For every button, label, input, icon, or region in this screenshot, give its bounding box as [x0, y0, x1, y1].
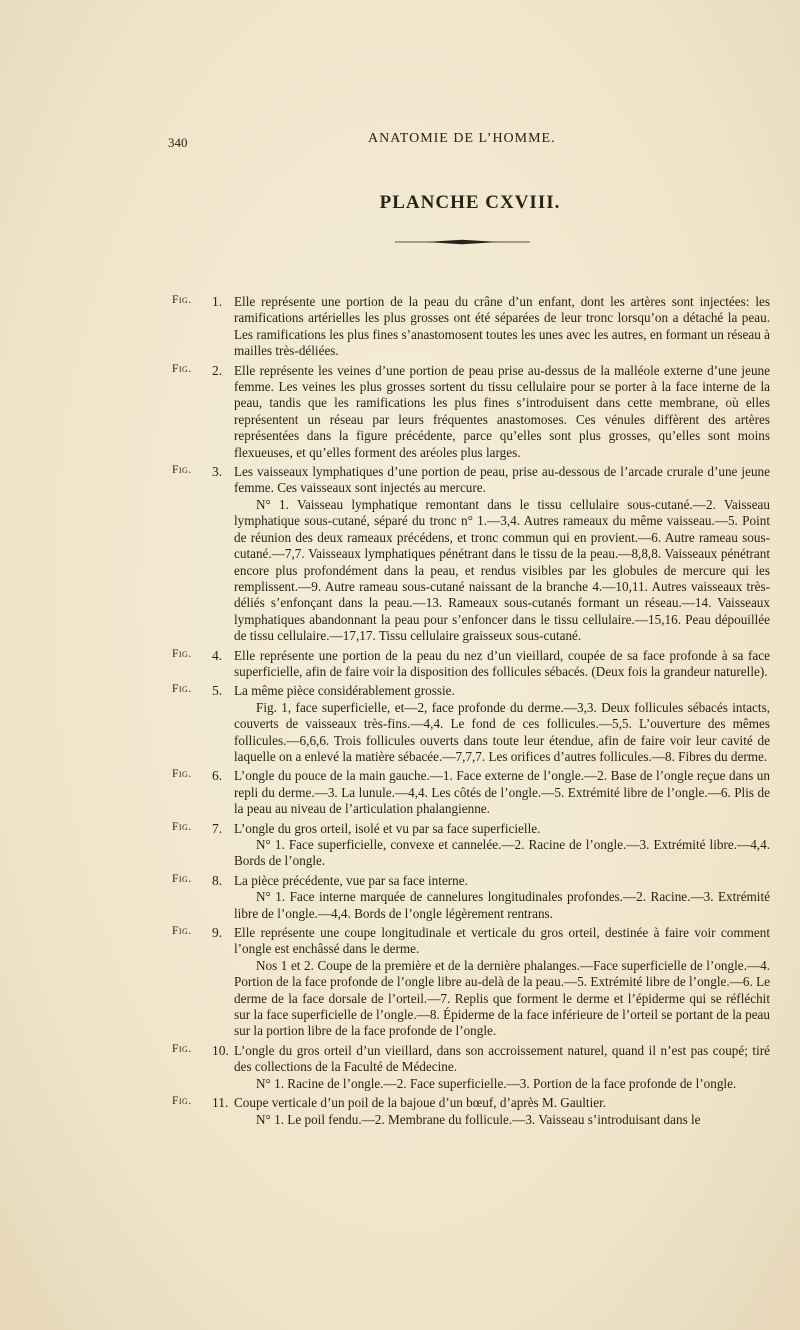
- figure-entry: [172, 925, 770, 1040]
- figure-label: Fig.: [172, 768, 192, 781]
- figure-key: Fig. 1, face superficielle, et—2, face profonde du derme.—3,3. Deux follicules sébacés intacts, couverts de vaisseaux très-fins.—4,4. Le fond de ces follicules.—5,5. L’ouverture des mêmes follicules.—6,6,6. Trois follicules ouverts dans toute leur étendue, afin de faire voir leur cavité de laquelle on a enlevé la matière sébacée.—7,7,7. Les orifices d’autres follicules.—8. Fibres du derme.: [234, 699, 770, 764]
- figure-caption: La pièce précédente, vue par sa face interne.: [234, 872, 468, 888]
- figure-entry: [172, 294, 770, 360]
- page-header: [168, 131, 760, 151]
- figure-label: Fig.: [172, 925, 192, 938]
- figure-number: 5.: [212, 683, 223, 699]
- figure-key: N° 1. Face interne marquée de cannelures longitudinales profondes.—2. Racine.—3. Extrémité libre de l’ongle.—4,4. Bords de l’ongle légèrement rentrans.: [234, 889, 770, 921]
- figure-description: [234, 683, 770, 765]
- figure-number: 3.: [212, 464, 223, 480]
- figure-key: N° 1. Racine de l’ongle.—2. Face superficielle.—3. Portion de la face profonde de l’ongle.: [256, 1075, 737, 1091]
- figure-legend-list: [172, 294, 770, 1131]
- figure-number: 1.: [212, 294, 223, 309]
- figure-number: 4.: [212, 647, 223, 663]
- figure-entry: [172, 873, 770, 922]
- figure-caption: L’ongle du gros orteil, isolé et vu par sa face superficielle.: [234, 820, 541, 836]
- running-head: ANATOMIE DE L’HOMME.: [368, 131, 556, 146]
- figure-description: [234, 768, 770, 817]
- figure-description: [234, 821, 770, 870]
- plate-title: PLANCHE CXVIII.: [379, 192, 561, 213]
- figure-label: Fig.: [172, 1042, 192, 1055]
- figure-description: [234, 648, 770, 681]
- figure-caption: Elle représente une coupe longitudinale et verticale du gros orteil, destinée à faire voir comment l’ongle est enchâssé dans le derme.: [234, 925, 770, 957]
- figure-key: N° 1. Le poil fendu.—2. Membrane du follicule.—3. Vaisseau s’introduisant dans le: [256, 1111, 701, 1127]
- figure-entry: [172, 464, 770, 644]
- figure-label: Fig.: [172, 683, 192, 696]
- figure-description: [234, 1095, 770, 1128]
- figure-label: Fig.: [172, 464, 192, 477]
- figure-label: Fig.: [172, 362, 192, 375]
- figure-entry: [172, 1095, 770, 1128]
- figure-description: [234, 873, 770, 922]
- figure-description: [234, 464, 770, 644]
- page-number: 340: [168, 135, 188, 150]
- figure-entry: [172, 1043, 770, 1092]
- figure-caption: Elle représente les veines d’une portion de peau prise au-dessus de la malléole externe d’une jeune femme. Les veines les plus grosses sortent du tissu cellulaire pour se porter à la face interne de la peau, tandis que les ramifications les plus fines s’introduisent dans cette membrane, où elles représentent un réseau par leurs fréquentes anastomoses. Ces vénules diffèrent des artères représentées dans la figure précédente, parce qu’elles sont plus grosses, qu’elles sont moins flexueuses, et qu’elles forment des aréoles plus larges.: [234, 362, 770, 460]
- figure-label: Fig.: [172, 294, 192, 306]
- figure-number: 2.: [212, 362, 223, 378]
- figure-caption: Coupe verticale d’un poil de la bajoue d’un bœuf, d’après M. Gaultier.: [234, 1095, 607, 1111]
- figure-key: N° 1. Face superficielle, convexe et cannelée.—2. Racine de l’ongle.—3. Extrémité libre.—4,4. Bords de l’ongle.: [234, 837, 770, 869]
- figure-label: Fig.: [172, 1095, 192, 1108]
- figure-label: Fig.: [172, 820, 192, 833]
- figure-number: 10.: [212, 1042, 229, 1058]
- ornamental-rule: [395, 239, 530, 245]
- figure-description: [234, 363, 770, 461]
- figure-caption: Les vaisseaux lymphatiques d’une portion de peau, prise au-dessous de l’arcade crurale d’une jeune femme. Ces vaisseaux sont injectés au mercure.: [234, 464, 770, 496]
- figure-entry: [172, 683, 770, 765]
- figure-description: [234, 294, 770, 360]
- figure-number: 8.: [212, 872, 223, 888]
- figure-key: N° 1. Vaisseau lymphatique remontant dans le tissu cellulaire sous-cutané.—2. Vaisseau lymphatique sous-cutané, séparé du tronc n° 1.—3,4. Autres rameaux du même vaisseau.—5. Point de réunion des deux rameaux précédens, et tronc commun qui en provient.—6. Autre rameau sous-cutané.—7,7. Vaisseaux lymphatiques pénétrant dans le tissu de la peau.—8,8,8. Vaisseaux pénétrant encore plus profondément dans la peau, et rendus visibles par les globules de mercure qui les remplissent.—9. Autre rameau sous-cutané naissant de la branche 4.—10,11. Autres vaisseaux très-déliés s’enfonçant dans la peau.—13. Rameaux sous-cutanés formant un réseau.—14. Vaisseaux lymphatiques abandonnant la peau pour s’enfoncer dans le tissu cellulaire.—15,16. Peau dépouillée de tissu cellulaire.—17,17. Tissu cellulaire graisseux sous-cutané.: [234, 496, 770, 644]
- figure-entry: [172, 363, 770, 461]
- figure-caption: La même pièce considérablement grossie.: [234, 683, 455, 699]
- figure-label: Fig.: [172, 647, 192, 660]
- figure-entry: [172, 648, 770, 681]
- figure-number: 7.: [212, 820, 223, 836]
- figure-caption: Elle représente une portion de la peau du crâne d’un enfant, dont les artères sont injectées: les ramifications artérielles les plus grosses ont été séparées de leur tronc lorsqu’on a détaché la peau. Les ramifications les plus fines s’anastomosent toutes les unes avec les autres, en formant un réseau à mailles très-déliées.: [234, 294, 770, 359]
- figure-number: 6.: [212, 768, 223, 784]
- figure-caption: Elle représente une portion de la peau du nez d’un vieillard, coupée de sa face profonde à sa face superficielle, afin de faire voir la disposition des follicules sébacés. (Deux fois la grandeur naturelle).: [234, 647, 770, 679]
- figure-caption: L’ongle du pouce de la main gauche.—1. Face externe de l’ongle.—2. Base de l’ongle reçue dans un repli du derme.—3. La lunule.—4,4. Les côtés de l’ongle.—5. Extrémité libre de l’ongle.—6. Plis de la peau au niveau de l’articulation phalangienne.: [234, 768, 770, 817]
- figure-key: Nos 1 et 2. Coupe de la première et de la dernière phalanges.—Face superficielle de l’ongle.—4. Portion de la face profonde de l’ongle libre au-delà de la peau.—5. Extrémité libre de l’ongle.—6. Le derme de la face dorsale de l’orteil.—7. Replis que forment le derme et l’épiderme qui se réfléchit sur la face superficielle de l’ongle.—8. Épiderme de la face inférieure de l’orteil se portant de la peau sur la portion libre de la face profonde de l’ongle.: [234, 957, 770, 1039]
- figure-label: Fig.: [172, 872, 192, 885]
- figure-number: 11.: [212, 1095, 229, 1111]
- figure-description: [234, 1043, 770, 1092]
- figure-entry: [172, 768, 770, 817]
- figure-description: [234, 925, 770, 1040]
- figure-caption: L’ongle du gros orteil d’un vieillard, dans son accroissement naturel, quand il n’est pas coupé; tiré des collections de la Faculté de Médecine.: [234, 1042, 770, 1075]
- figure-entry: [172, 821, 770, 870]
- figure-number: 9.: [212, 925, 223, 941]
